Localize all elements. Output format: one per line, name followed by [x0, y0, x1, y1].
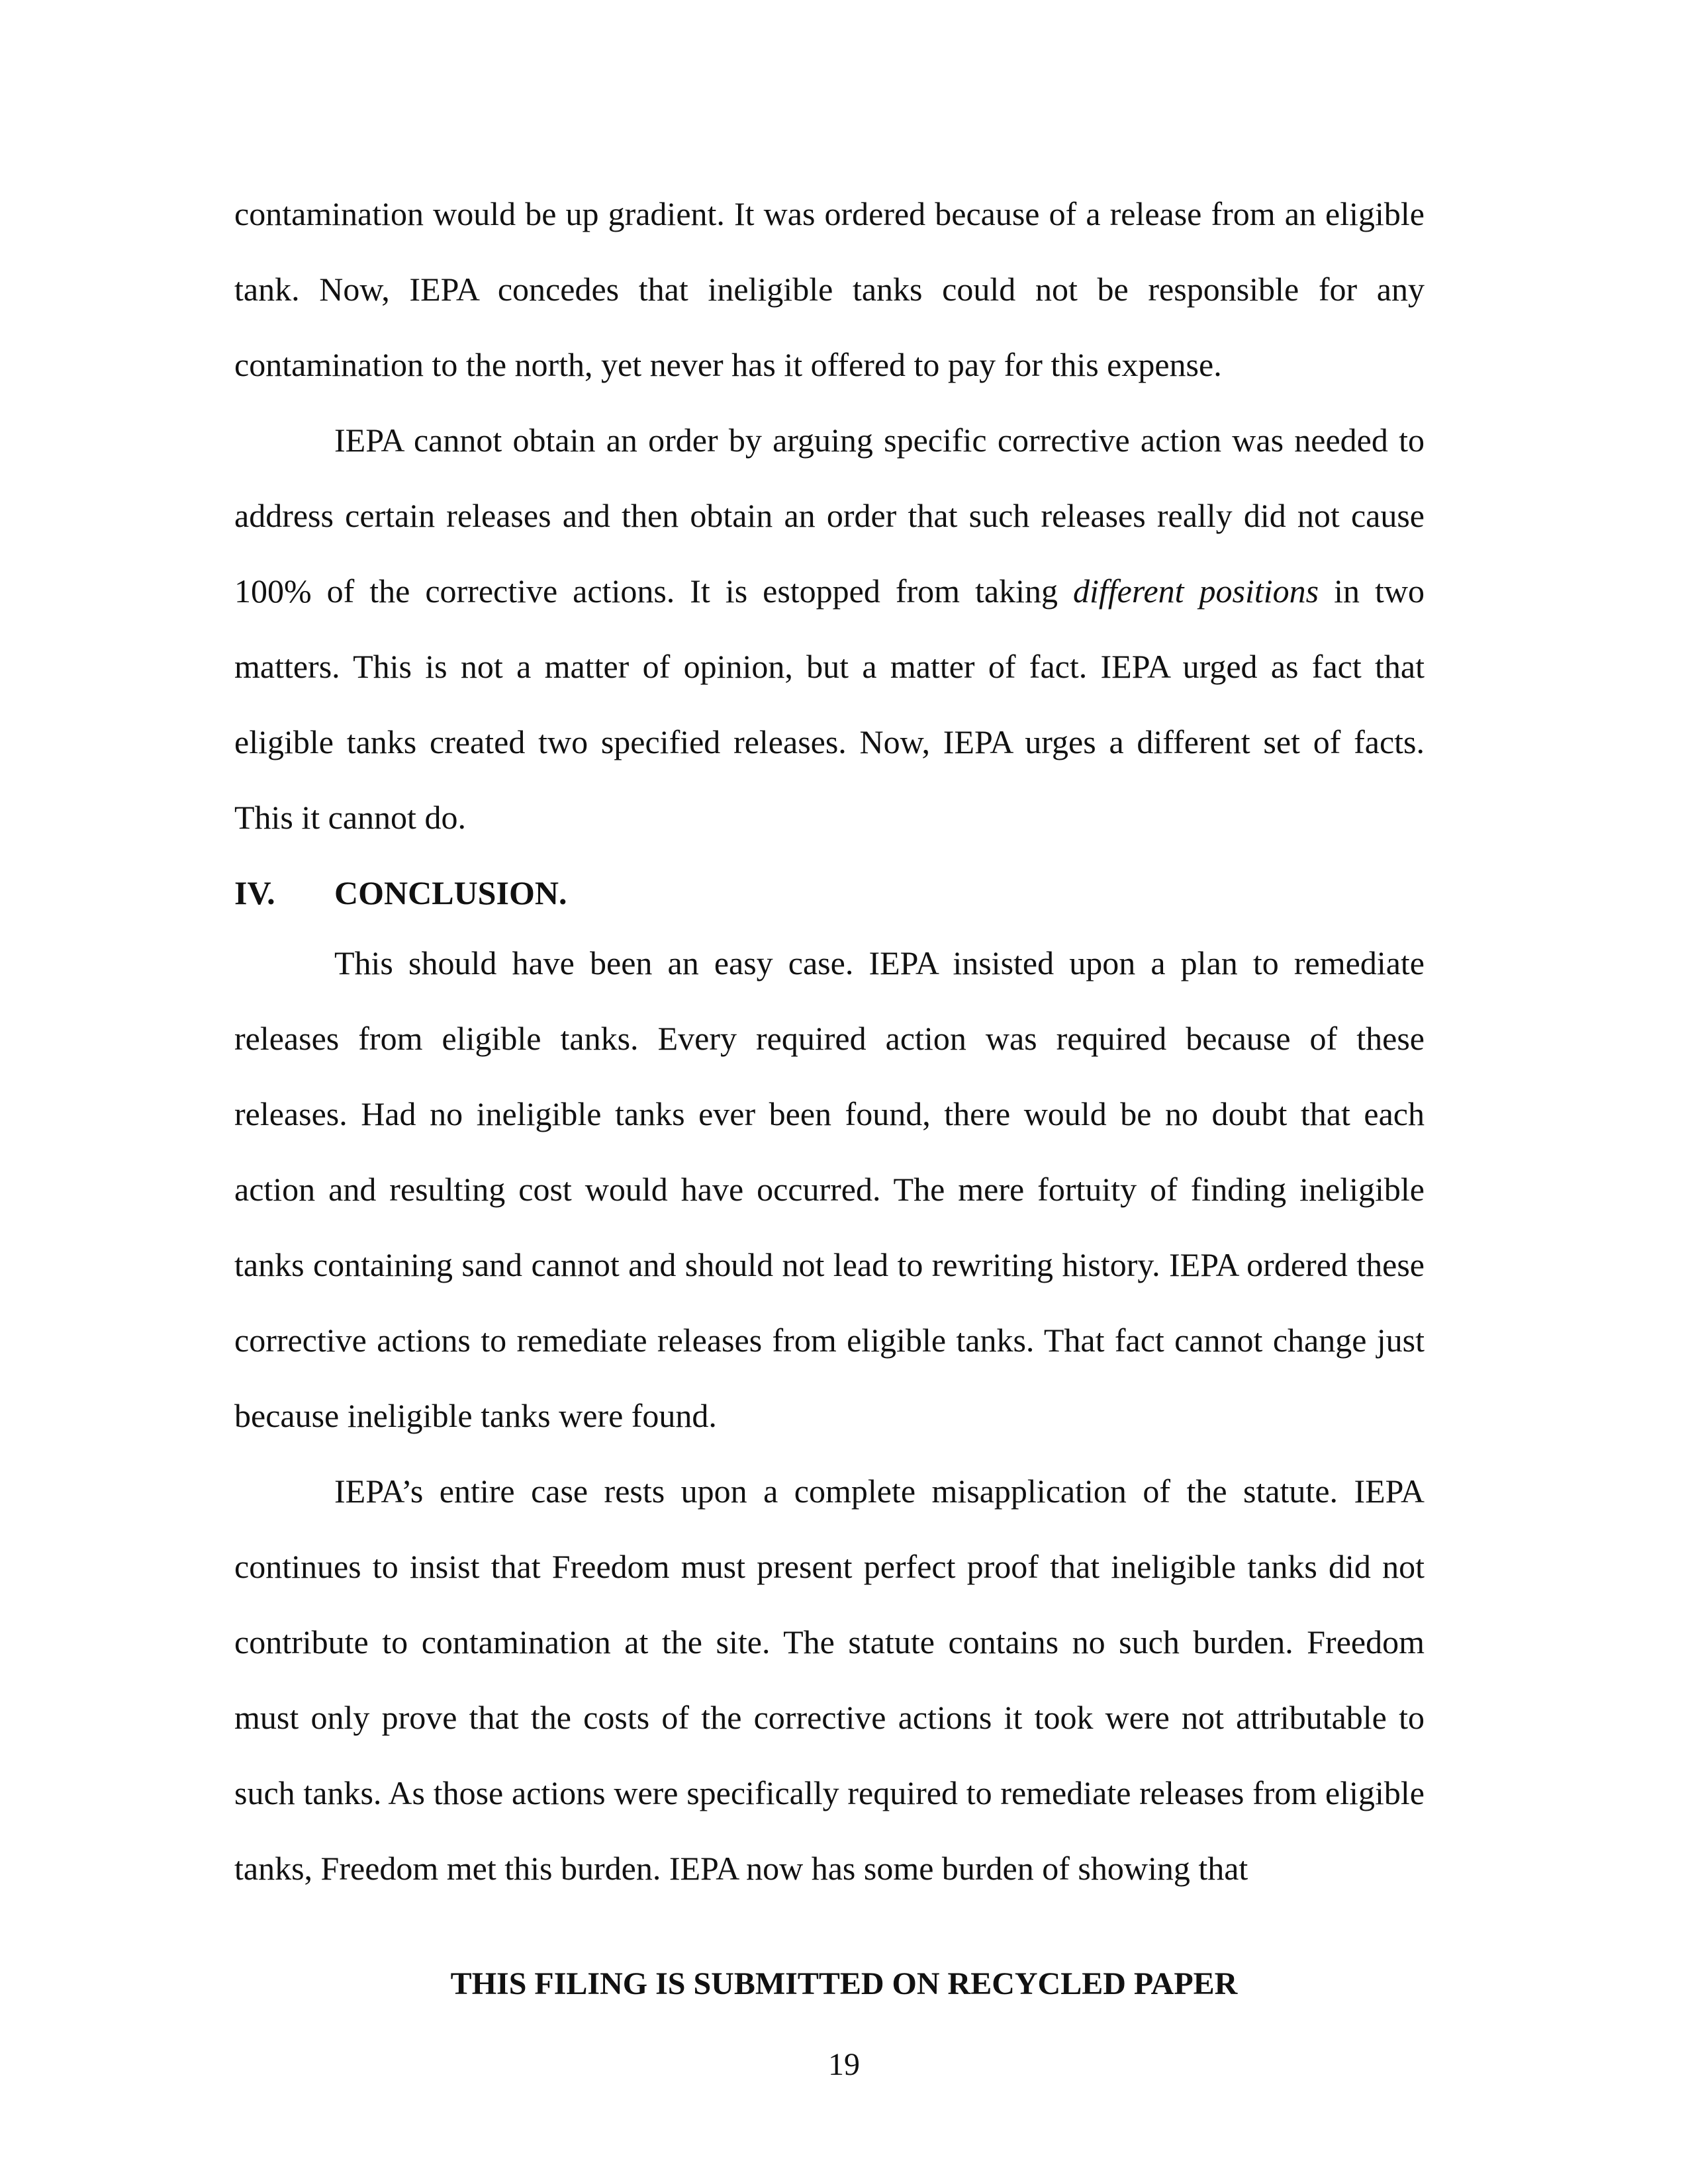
- paragraph-misapplication: IEPA’s entire case rests upon a complete misapplication of the statute. IEPA continues to insist that Freedom must present perfect proof that ineligible tanks did not contribute to contamination at the site. The statute contains no such burden. Freedom must only prove that the costs of the corrective actions it took were not attributable to such tanks. As those actions were specifically required to remediate releases from eligible tanks, Freedom met this burden. IEPA now has some burden of showing that: [234, 1473, 1425, 1887]
- page-number: 19: [828, 2047, 860, 2082]
- paragraph-continuation: contamination would be up gradient. It was ordered because of a release from an eligible tank. Now, IEPA concedes that ineligible tanks could not be responsible for any contamination to the north, yet never has it offered to pay for this expense.: [234, 195, 1425, 383]
- paragraph-estoppel-part-1: IEPA cannot obtain an order by arguing specific corrective action was needed to address certain releases and then obtain an order that such releases really did not cause 100% of the corrective actions. It is estopped from taking: [234, 422, 1425, 610]
- paragraph-estoppel-part-2: in two matters. This is not a matter of opinion, but a matter of fact. IEPA urged as fact that eligible tanks created two specified releases. Now, IEPA urges a different set of facts. This it cannot do.: [234, 572, 1425, 836]
- section-number: IV.: [234, 874, 275, 911]
- section-heading-conclusion: [234, 855, 1425, 925]
- document-body: [234, 176, 1425, 1906]
- recycled-paper-notice: THIS FILING IS SUBMITTED ON RECYCLED PAPER: [450, 1966, 1238, 2001]
- paragraph-easy-case: This should have been an easy case. IEPA insisted upon a plan to remediate releases from eligible tanks. Every required action was required because of these releases. Had no ineligible tanks ever been found, there would be no doubt that each action and resulting cost would have occurred. The mere fortuity of finding ineligible tanks containing sand cannot and should not lead to rewriting history. IEPA ordered these corrective actions to remediate releases from eligible tanks. That fact cannot change just because ineligible tanks were found.: [234, 944, 1425, 1434]
- paragraph-estoppel: [234, 402, 1425, 855]
- section-title: CONCLUSION.: [334, 874, 567, 911]
- emphasis-different-positions: different positions: [1072, 572, 1319, 610]
